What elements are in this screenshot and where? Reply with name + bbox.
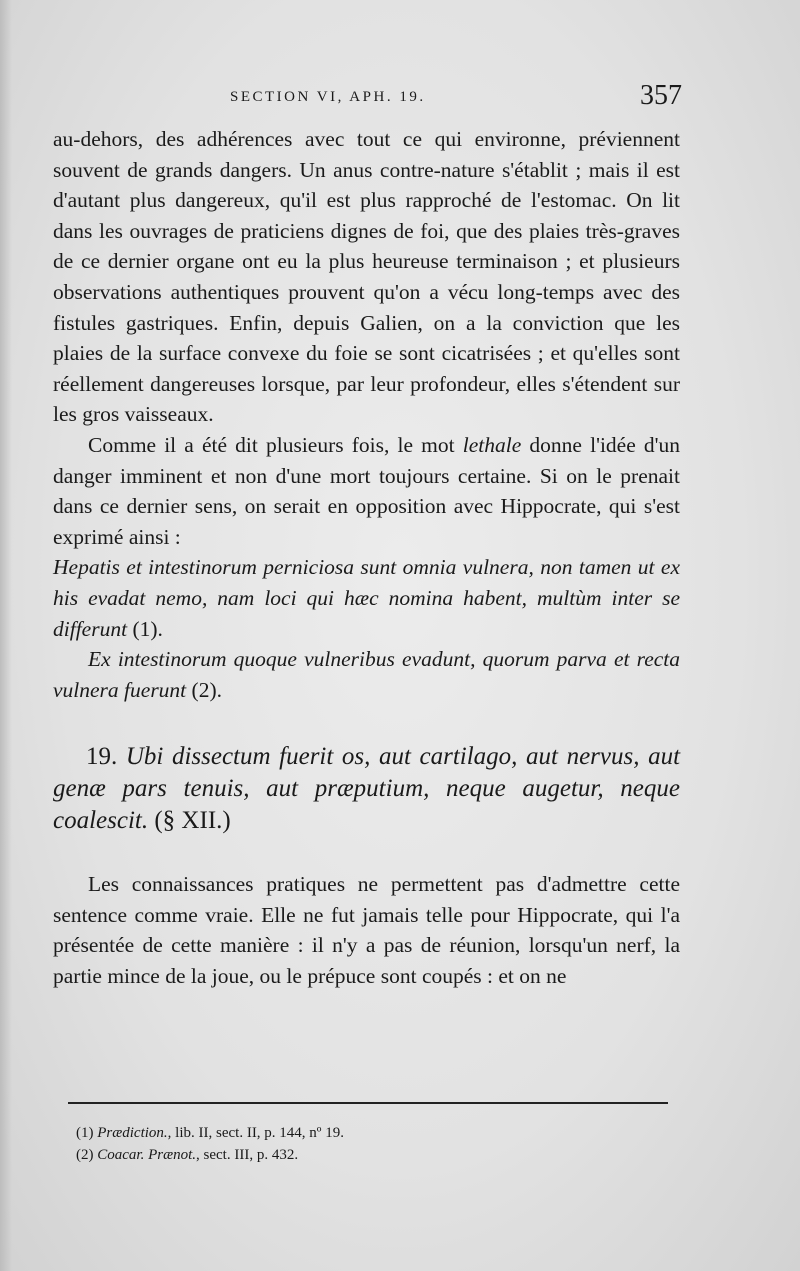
term-lethale: lethale bbox=[462, 432, 522, 457]
page-edge-shadow bbox=[0, 0, 12, 1271]
running-head: SECTION VI, APH. 19. bbox=[230, 89, 426, 105]
footnote-rule bbox=[68, 1102, 668, 1104]
aphorism-19 bbox=[53, 741, 680, 837]
latin-quote-2-ref: (2). bbox=[186, 677, 222, 702]
footnote-1-mark: (1) bbox=[76, 1125, 98, 1141]
page-number: 357 bbox=[640, 80, 682, 111]
paragraph-lethale-start: Comme il a été dit plusieurs fois, le mot bbox=[88, 432, 463, 457]
footnote-1-title: Prædiction. bbox=[97, 1125, 168, 1141]
footnote-2-title: Coacar. Prænot. bbox=[97, 1147, 197, 1163]
paragraph-continued: au-dehors, des adhérences avec tout ce qui environne, préviennent souvent de grands dangers. Un anus contre-nature s'établit ; mais il est d'autant plus dangereux, qu'il est plus rapproché de l'estomac. On lit dans les ouvrages de praticiens dignes de foi, que des plaies très-graves de ce dernier organe ont eu la plus heureuse terminaison ; et plusieurs observations authentiques prouvent qu'on a vécu long-temps avec des fistules gastriques. Enfin, depuis Galien, on a la conviction que les plaies de la surface convexe du foie se sont cicatrisées ; et qu'elles sont réellement dangereuses lorsque, par leur profondeur, elles s'étendent sur les gros vaisseaux. bbox=[53, 127, 680, 427]
latin-quote-2-text: Ex intestinorum quoque vulneribus evadunt, quorum parva et recta vulnera fuerunt bbox=[53, 647, 680, 702]
page-header bbox=[52, 80, 682, 116]
latin-quote-1 bbox=[53, 552, 680, 644]
footnote-2-rest: , sect. III, p. 432. bbox=[196, 1147, 299, 1163]
footnote-1-rest: , lib. II, sect. II, p. 144, nº 19. bbox=[167, 1125, 344, 1141]
commentary-paragraph: Les connaissances pratiques ne permettent pas d'admettre cette sentence comme vraie. Elle ne fut jamais telle pour Hippocrate, qui l'a présentée de cette manière : il n'y a pas de réunion, lorsqu'un nerf, la partie mince de la joue, ou le prépuce sont coupés : et on ne bbox=[53, 872, 680, 989]
latin-quote-1-ref: (1). bbox=[127, 616, 163, 641]
main-text bbox=[53, 124, 680, 992]
footnote-1 bbox=[76, 1122, 676, 1144]
aphorism-text: Ubi dissectum fuerit os, aut cartilago, aut nervus, aut genæ pars tenuis, aut præputium, neque augetur, neque coalescit. bbox=[53, 743, 681, 835]
paragraph-lethale bbox=[53, 430, 680, 552]
aphorism-reference: (§ XII.) bbox=[148, 807, 231, 835]
footnote-2-mark: (2) bbox=[76, 1147, 98, 1163]
footnotes bbox=[76, 1122, 676, 1166]
aphorism-number: 19. bbox=[86, 743, 126, 771]
paragraph-lethale-end: donne l'idée d'un danger imminent et non d'une mort toujours certaine. Si on le prenait dans ce dernier sens, on serait en opposition avec Hippocrate, qui s'est exprimé ainsi : bbox=[53, 432, 681, 549]
latin-quote-1-text: Hepatis et intestinorum perniciosa sunt omnia vulnera, non tamen ut ex his evadat nemo, nam loci qui hæc nomina habent, multùm inter se differunt bbox=[53, 555, 680, 641]
footnote-2 bbox=[76, 1144, 676, 1166]
latin-quote-2 bbox=[53, 644, 680, 705]
